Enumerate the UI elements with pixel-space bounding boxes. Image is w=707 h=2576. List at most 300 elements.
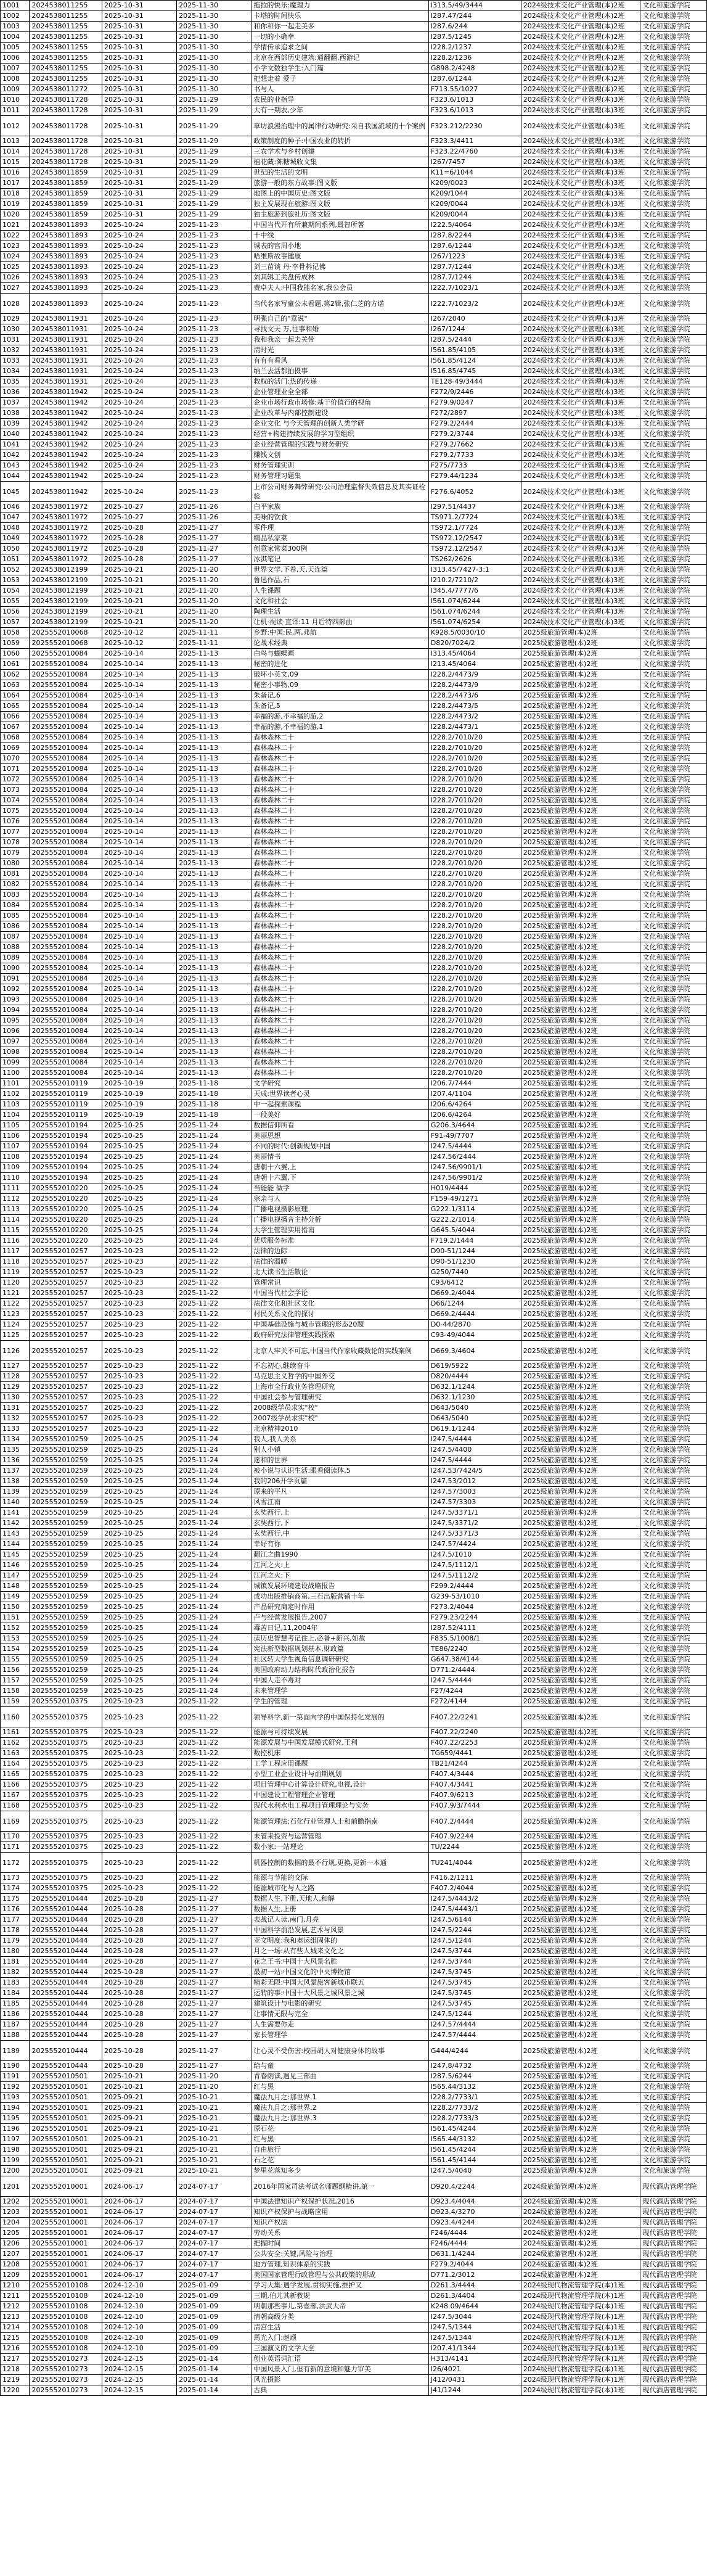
due-date-cell: 2024-07-17 <box>177 2249 251 2260</box>
call-number-cell: I247.5/4444 <box>428 1142 521 1152</box>
call-number-cell: I228.2/7010/20 <box>428 775 521 785</box>
due-date-cell: 2025-11-13 <box>177 1058 251 1068</box>
book-title-cell: 广播电视摄影原理 <box>251 1204 428 1215</box>
call-number-cell: I287.52/4111 <box>428 1623 521 1634</box>
row-number-cell: 1153 <box>1 1634 30 1644</box>
table-row <box>1 2092 707 2103</box>
table-row <box>1 764 707 775</box>
call-number-cell: G645.5/4044 <box>428 1225 521 1236</box>
row-number-cell: 1199 <box>1 2155 30 2166</box>
student-id-cell: 2025552010084 <box>30 984 102 995</box>
borrow-date-cell: 2025-10-28 <box>102 2061 176 2072</box>
borrow-date-cell: 2025-10-14 <box>102 1026 176 1037</box>
class-name-cell: 2025级旅游管理(本)2班 <box>521 995 640 1005</box>
class-name-cell: 2025级旅游管理(本)2班 <box>521 1904 640 1915</box>
call-number-cell: D820/7024/2 <box>428 638 521 649</box>
borrow-date-cell: 2025-10-23 <box>102 1790 176 1801</box>
borrow-date-cell: 2025-10-14 <box>102 1016 176 1026</box>
row-number-cell: 1012 <box>1 116 30 136</box>
college-cell: 文化和旅游学院 <box>640 1508 707 1518</box>
table-row <box>1 1131 707 1142</box>
student-id-cell: 2025552010375 <box>30 1842 102 1853</box>
class-name-cell: 2024级技术交化产业管理(本)3班 <box>521 324 640 335</box>
call-number-cell: I228.2/7010/20 <box>428 879 521 890</box>
college-cell: 文化和旅游学院 <box>640 628 707 638</box>
borrow-date-cell: 2025-10-25 <box>102 1613 176 1623</box>
row-number-cell: 1197 <box>1 2134 30 2145</box>
due-date-cell: 2025-11-13 <box>177 890 251 900</box>
class-name-cell: 2025级旅游管理(本)2班 <box>521 659 640 670</box>
class-name-cell: 2025级旅游管理(本)2班 <box>521 2009 640 2020</box>
borrow-date-cell: 2025-10-21 <box>102 2072 176 2082</box>
call-number-cell: I247.5/4444 <box>428 1455 521 1466</box>
book-title-cell: 一段美好 <box>251 1110 428 1121</box>
due-date-cell: 2025-11-24 <box>177 1529 251 1539</box>
college-cell: 文化和旅游学院 <box>640 712 707 722</box>
college-cell: 文化和旅游学院 <box>640 1518 707 1529</box>
college-cell: 文化和旅游学院 <box>640 1581 707 1592</box>
borrow-date-cell: 2025-10-24 <box>102 482 176 502</box>
book-title-cell: 纳兰去活都拍摄事 <box>251 366 428 377</box>
call-number-cell: F159-49/1271 <box>428 1194 521 1204</box>
row-number-cell: 1036 <box>1 387 30 398</box>
borrow-date-cell: 2025-10-14 <box>102 879 176 890</box>
borrow-date-cell: 2025-10-25 <box>102 1142 176 1152</box>
borrow-date-cell: 2025-10-24 <box>102 366 176 377</box>
college-cell: 文化和旅游学院 <box>640 1904 707 1915</box>
row-number-cell: 1128 <box>1 1372 30 1382</box>
table-row <box>1 544 707 554</box>
class-name-cell: 2025级旅游管理(本)2班 <box>521 1079 640 1089</box>
borrow-date-cell: 2025-10-14 <box>102 869 176 879</box>
class-name-cell: 2025级旅游管理(本)2班 <box>521 1372 640 1382</box>
book-title-cell: 中国当代社会学论 <box>251 1288 428 1299</box>
borrow-date-cell: 2025-10-23 <box>102 1341 176 1361</box>
borrow-date-cell: 2025-10-14 <box>102 680 176 691</box>
borrow-date-cell: 2025-09-21 <box>102 2166 176 2176</box>
book-title-cell: 大学生管理实用指南 <box>251 1225 428 1236</box>
call-number-cell: TS972.12/2547 <box>428 544 521 554</box>
book-title-cell: 城表的宫周小地 <box>251 241 428 252</box>
table-row <box>1 680 707 691</box>
borrow-date-cell: 2025-10-24 <box>102 398 176 408</box>
row-number-cell: 1110 <box>1 1173 30 1183</box>
book-title-cell: 精品私家菜 <box>251 533 428 544</box>
due-date-cell: 2025-11-22 <box>177 1738 251 1748</box>
book-title-cell: 美国国家管理行政管理与公共政策的形成 <box>251 2270 428 2281</box>
borrow-date-cell: 2025-10-23 <box>102 1832 176 1842</box>
due-date-cell: 2025-11-22 <box>177 1873 251 1883</box>
table-row <box>1 95 707 105</box>
call-number-cell: K209/0044 <box>428 210 521 220</box>
table-row <box>1 984 707 995</box>
student-id-cell: 2024538011972 <box>30 502 102 512</box>
class-name-cell: 2024级技术交化产业管理(本)3班 <box>521 241 640 252</box>
row-number-cell: 1175 <box>1 1894 30 1904</box>
call-number-cell: I228.2/4473/5 <box>428 701 521 712</box>
table-row <box>1 1801 707 1811</box>
student-id-cell: 2024538011931 <box>30 324 102 335</box>
row-number-cell: 1005 <box>1 43 30 53</box>
student-id-cell: 2025552010001 <box>30 2249 102 2260</box>
row-number-cell: 1192 <box>1 2082 30 2092</box>
table-row <box>1 2072 707 2082</box>
book-title-cell: 企业管理业全全部 <box>251 387 428 398</box>
college-cell: 现代酒店管理学院 <box>640 2302 707 2312</box>
call-number-cell: G444/4244 <box>428 2041 521 2061</box>
due-date-cell: 2025-11-27 <box>177 2030 251 2041</box>
due-date-cell: 2025-11-23 <box>177 366 251 377</box>
college-cell: 文化和旅游学院 <box>640 95 707 105</box>
call-number-cell: I228.2/4473/6 <box>428 691 521 701</box>
row-number-cell: 1174 <box>1 1883 30 1894</box>
call-number-cell: F407.22/2253 <box>428 1738 521 1748</box>
borrow-date-cell: 2025-10-19 <box>102 1100 176 1110</box>
book-title-cell: 玄奘西行,上 <box>251 1508 428 1518</box>
borrow-date-cell: 2025-10-23 <box>102 1727 176 1738</box>
due-date-cell: 2025-11-27 <box>177 1946 251 1957</box>
due-date-cell: 2025-01-14 <box>177 2385 251 2396</box>
book-title-cell: 北京精神2010 <box>251 1424 428 1434</box>
college-cell: 文化和旅游学院 <box>640 314 707 324</box>
call-number-cell: I206.6/4264 <box>428 1110 521 1121</box>
due-date-cell: 2024-07-17 <box>177 2207 251 2218</box>
due-date-cell: 2025-11-22 <box>177 1288 251 1299</box>
book-title-cell: 玄奘西行,下 <box>251 1518 428 1529</box>
borrow-date-cell: 2024-06-17 <box>102 2218 176 2228</box>
class-name-cell: 2025级旅游管理(本)2班 <box>521 1978 640 1988</box>
row-number-cell: 1220 <box>1 2385 30 2396</box>
row-number-cell: 1114 <box>1 1215 30 1225</box>
table-row <box>1 1 707 11</box>
borrow-date-cell: 2025-10-23 <box>102 1309 176 1320</box>
table-row <box>1 1748 707 1759</box>
call-number-cell: I247.56/9901/2 <box>428 1173 521 1183</box>
book-title-cell: 清宫生活 <box>251 2323 428 2333</box>
table-row <box>1 1790 707 1801</box>
due-date-cell: 2025-11-23 <box>177 471 251 482</box>
due-date-cell: 2025-11-24 <box>177 1162 251 1173</box>
class-name-cell: 2024级现代物流管理学院(本)1班 <box>521 2312 640 2323</box>
borrow-date-cell: 2025-10-14 <box>102 806 176 817</box>
book-title-cell: 让机·视读·直译:11 月后特四部曲 <box>251 617 428 628</box>
student-id-cell: 2024538012199 <box>30 607 102 617</box>
call-number-cell: I228.2/7010/20 <box>428 796 521 806</box>
call-number-cell: F407.22/2241 <box>428 1707 521 1727</box>
due-date-cell: 2025-11-24 <box>177 1613 251 1623</box>
due-date-cell: 2025-11-13 <box>177 722 251 733</box>
class-name-cell: 2025级旅游管理(本)2班 <box>521 1644 640 1655</box>
due-date-cell: 2025-11-13 <box>177 785 251 796</box>
row-number-cell: 1116 <box>1 1236 30 1246</box>
row-number-cell: 1189 <box>1 2041 30 2061</box>
book-title-cell: 中一起探索课程 <box>251 1100 428 1110</box>
table-row <box>1 869 707 879</box>
table-row <box>1 1727 707 1738</box>
book-title-cell: 知识产权法 <box>251 2218 428 2228</box>
table-row <box>1 1957 707 1967</box>
call-number-cell: I228.2/7010/20 <box>428 1068 521 1079</box>
table-row <box>1 74 707 84</box>
due-date-cell: 2025-11-23 <box>177 398 251 408</box>
book-title-cell: 刘其辑工关盘传成林 <box>251 273 428 283</box>
book-title-cell: 别人小镇 <box>251 1445 428 1455</box>
due-date-cell: 2025-11-27 <box>177 1999 251 2009</box>
table-row <box>1 1204 707 1215</box>
college-cell: 文化和旅游学院 <box>640 1780 707 1790</box>
class-name-cell: 2025级旅游管理(本)2班 <box>521 1204 640 1215</box>
call-number-cell: F713.55/1027 <box>428 84 521 95</box>
row-number-cell: 1208 <box>1 2260 30 2270</box>
due-date-cell: 2025-11-27 <box>177 1936 251 1946</box>
call-number-cell: I247.5/4444 <box>428 1434 521 1445</box>
row-number-cell: 1017 <box>1 178 30 189</box>
due-date-cell: 2025-11-23 <box>177 294 251 314</box>
college-cell: 现代酒店管理学院 <box>640 2344 707 2354</box>
class-name-cell: 2025级旅游管理(本)2班 <box>521 2020 640 2030</box>
due-date-cell: 2025-11-22 <box>177 1257 251 1267</box>
student-id-cell: 2024538011893 <box>30 220 102 231</box>
table-row <box>1 1058 707 1068</box>
due-date-cell: 2025-11-27 <box>177 2020 251 2030</box>
book-title-cell: 劳动关系 <box>251 2228 428 2239</box>
call-number-cell: I228.2/7010/20 <box>428 817 521 827</box>
due-date-cell: 2025-11-13 <box>177 837 251 848</box>
book-title-cell: 旅游一般的东方故事:图文版 <box>251 178 428 189</box>
borrow-date-cell: 2025-10-14 <box>102 921 176 932</box>
row-number-cell: 1004 <box>1 32 30 43</box>
call-number-cell: I228.2/7010/20 <box>428 806 521 817</box>
table-row <box>1 2020 707 2030</box>
student-id-cell: 2024538012199 <box>30 596 102 607</box>
table-row <box>1 1497 707 1508</box>
college-cell: 文化和旅游学院 <box>640 189 707 199</box>
borrow-date-cell: 2024-12-10 <box>102 2333 176 2344</box>
borrow-date-cell: 2025-10-14 <box>102 691 176 701</box>
row-number-cell: 1115 <box>1 1225 30 1236</box>
book-title-cell: 大有一期农,少年 <box>251 105 428 116</box>
college-cell: 文化和旅游学院 <box>640 324 707 335</box>
table-row <box>1 649 707 659</box>
row-number-cell: 1016 <box>1 168 30 178</box>
book-title-cell: 学生的管理 <box>251 1697 428 1707</box>
due-date-cell: 2025-11-13 <box>177 754 251 764</box>
class-name-cell: 2025级旅游管理(本)2班 <box>521 837 640 848</box>
call-number-cell: I247.57/3303 <box>428 1497 521 1508</box>
college-cell: 文化和旅游学院 <box>640 1644 707 1655</box>
call-number-cell: I247.56/2444 <box>428 1152 521 1162</box>
due-date-cell: 2025-01-09 <box>177 2291 251 2302</box>
class-name-cell: 2025级旅游管理(本)2班 <box>521 817 640 827</box>
class-name-cell: 2025级旅游管理(本)2班 <box>521 628 640 638</box>
student-id-cell: 2024538011255 <box>30 11 102 22</box>
table-row <box>1 670 707 680</box>
call-number-cell: G898.2/4248 <box>428 64 521 74</box>
call-number-cell: I247.57/4444 <box>428 2030 521 2041</box>
student-id-cell: 2025552010084 <box>30 900 102 911</box>
book-title-cell: 明强自己的"意说" <box>251 314 428 324</box>
class-name-cell: 2024级现代物流管理学院(本)1班 <box>521 2344 640 2354</box>
book-title-cell: 学习大集:遇学发展,贯彻实施,推护又 <box>251 2281 428 2291</box>
borrow-date-cell: 2025-10-28 <box>102 554 176 565</box>
class-name-cell: 2024级技术交化产业管理(本)3班 <box>521 575 640 586</box>
student-id-cell: 2024538011893 <box>30 231 102 241</box>
book-title-cell: 把握时间 <box>251 2239 428 2249</box>
student-id-cell: 2025552010194 <box>30 1142 102 1152</box>
due-date-cell: 2025-11-22 <box>177 1811 251 1832</box>
class-name-cell: 2025级旅游管理(本)2班 <box>521 1925 640 1936</box>
class-name-cell: 2025级旅游管理(本)2班 <box>521 1832 640 1842</box>
borrow-date-cell: 2025-10-25 <box>102 1560 176 1571</box>
class-name-cell: 2025级旅游管理(本)2班 <box>521 1330 640 1341</box>
table-row <box>1 1738 707 1748</box>
due-date-cell: 2025-11-22 <box>177 1801 251 1811</box>
table-row <box>1 879 707 890</box>
borrow-date-cell: 2025-10-25 <box>102 1508 176 1518</box>
student-id-cell: 2025552010084 <box>30 963 102 974</box>
class-name-cell: 2025级旅游管理(本)2班 <box>521 785 640 796</box>
student-id-cell: 2024538011893 <box>30 294 102 314</box>
borrow-date-cell: 2025-10-31 <box>102 64 176 74</box>
row-number-cell: 1155 <box>1 1655 30 1665</box>
due-date-cell: 2024-07-17 <box>177 2176 251 2197</box>
book-title-cell: 法律文化和社区文化 <box>251 1299 428 1309</box>
table-row <box>1 2239 707 2249</box>
book-title-cell: 2008级学员求实"校" <box>251 1403 428 1414</box>
borrow-date-cell: 2025-10-23 <box>102 1372 176 1382</box>
row-number-cell: 1040 <box>1 429 30 440</box>
class-name-cell: 2025级旅游管理(本)2班 <box>521 848 640 858</box>
student-id-cell: 2025552010084 <box>30 722 102 733</box>
borrow-date-cell: 2025-10-24 <box>102 440 176 450</box>
row-number-cell: 1102 <box>1 1089 30 1100</box>
due-date-cell: 2025-01-09 <box>177 2323 251 2333</box>
row-number-cell: 1142 <box>1 1518 30 1529</box>
table-row <box>1 450 707 461</box>
call-number-cell: K209/1044 <box>428 189 521 199</box>
student-id-cell: 2025552010501 <box>30 2134 102 2145</box>
call-number-cell: F279.2/7733 <box>428 450 521 461</box>
due-date-cell: 2025-11-30 <box>177 1 251 11</box>
student-id-cell: 2025552010444 <box>30 2041 102 2061</box>
class-name-cell: 2025级旅游管理(本)2班 <box>521 1853 640 1873</box>
borrow-date-cell: 2025-10-25 <box>102 1225 176 1236</box>
row-number-cell: 1214 <box>1 2323 30 2333</box>
class-name-cell: 2025级旅游管理(本)2班 <box>521 1529 640 1539</box>
table-row <box>1 2291 707 2302</box>
call-number-cell: D0-44/2870 <box>428 1320 521 1330</box>
college-cell: 文化和旅游学院 <box>640 1613 707 1623</box>
college-cell: 文化和旅游学院 <box>640 617 707 628</box>
borrow-date-cell: 2025-10-14 <box>102 837 176 848</box>
class-name-cell: 2025级旅游管理(本)2班 <box>521 900 640 911</box>
row-number-cell: 1217 <box>1 2354 30 2364</box>
due-date-cell: 2025-11-27 <box>177 2009 251 2020</box>
class-name-cell: 2024级旅游管理(本)2班 <box>521 2228 640 2239</box>
call-number-cell: I287.6/1244 <box>428 241 521 252</box>
book-title-cell: 创意家常菜300例 <box>251 544 428 554</box>
college-cell: 文化和旅游学院 <box>640 2155 707 2166</box>
student-id-cell: 2025552010259 <box>30 1466 102 1476</box>
borrow-date-cell: 2024-12-15 <box>102 2364 176 2375</box>
book-title-cell: 森林森林二十 <box>251 743 428 754</box>
class-name-cell: 2025级旅游管理(本)2班 <box>521 1738 640 1748</box>
class-name-cell: 2024级技术交化产业管理(本)3班 <box>521 398 640 408</box>
row-number-cell: 1108 <box>1 1152 30 1162</box>
book-title-cell: 森林森林二十 <box>251 796 428 806</box>
borrow-date-cell: 2025-10-25 <box>102 1676 176 1686</box>
book-title-cell: 数据人生,下册,天地人,和解 <box>251 1894 428 1904</box>
student-id-cell: 2024538011942 <box>30 398 102 408</box>
call-number-cell: I345.4/7777/6 <box>428 586 521 596</box>
book-title-cell: 零件理 <box>251 523 428 533</box>
row-number-cell: 1064 <box>1 691 30 701</box>
due-date-cell: 2025-11-23 <box>177 273 251 283</box>
row-number-cell: 1003 <box>1 22 30 32</box>
row-number-cell: 1119 <box>1 1267 30 1278</box>
table-row <box>1 942 707 953</box>
class-name-cell: 2024级技术交化产业管理(本)3班 <box>521 105 640 116</box>
class-name-cell: 2025级旅游管理(本)2班 <box>521 701 640 712</box>
due-date-cell: 2024-07-17 <box>177 2228 251 2239</box>
call-number-cell: I228.2/7010/20 <box>428 900 521 911</box>
call-number-cell: I228.2/7010/20 <box>428 1005 521 1016</box>
row-number-cell: 1183 <box>1 1978 30 1988</box>
due-date-cell: 2025-11-23 <box>177 461 251 471</box>
table-row <box>1 1330 707 1341</box>
call-number-cell: D632.1/1244 <box>428 1382 521 1393</box>
class-name-cell: 2025级旅游管理(本)2班 <box>521 1016 640 1026</box>
due-date-cell: 2025-11-22 <box>177 1759 251 1769</box>
due-date-cell: 2025-11-24 <box>177 1121 251 1131</box>
borrow-date-cell: 2025-10-28 <box>102 1957 176 1967</box>
class-name-cell: 2024级技术交化产业管理(本)2班 <box>521 32 640 43</box>
borrow-date-cell: 2025-10-25 <box>102 1434 176 1445</box>
student-id-cell: 2025552010001 <box>30 2270 102 2281</box>
college-cell: 文化和旅游学院 <box>640 419 707 429</box>
table-row <box>1 1246 707 1257</box>
student-id-cell: 2025552010259 <box>30 1529 102 1539</box>
book-title-cell: 让心灵不受伤害:校园胡人对健康身体的故事 <box>251 2041 428 2061</box>
call-number-cell: I26/4021 <box>428 2364 521 2375</box>
student-id-cell: 2025552010119 <box>30 1079 102 1089</box>
row-number-cell: 1178 <box>1 1925 30 1936</box>
row-number-cell: 1134 <box>1 1434 30 1445</box>
table-row <box>1 1100 707 1110</box>
borrow-date-cell: 2025-10-28 <box>102 1999 176 2009</box>
due-date-cell: 2025-11-29 <box>177 116 251 136</box>
book-title-cell: 森林森林二十 <box>251 1037 428 1047</box>
due-date-cell: 2025-11-13 <box>177 775 251 785</box>
table-row <box>1 1529 707 1539</box>
due-date-cell: 2025-11-13 <box>177 1005 251 1016</box>
row-number-cell: 1008 <box>1 74 30 84</box>
borrow-date-cell: 2025-10-23 <box>102 1697 176 1707</box>
student-id-cell: 2025552010501 <box>30 2092 102 2103</box>
table-row <box>1 900 707 911</box>
call-number-cell: D619.1/1244 <box>428 1424 521 1434</box>
due-date-cell: 2025-11-24 <box>177 1142 251 1152</box>
book-title-cell: 北京人牢关不可忘,中国当代作家收藏数论的实践案例 <box>251 1341 428 1361</box>
class-name-cell: 2025级旅游管理(本)2班 <box>521 911 640 921</box>
due-date-cell: 2025-11-13 <box>177 1026 251 1037</box>
due-date-cell: 2025-11-26 <box>177 502 251 512</box>
book-title-cell: 天成:世界读者心灵 <box>251 1089 428 1100</box>
row-number-cell: 1121 <box>1 1288 30 1299</box>
due-date-cell: 2025-11-24 <box>177 1194 251 1204</box>
borrow-date-cell: 2025-10-23 <box>102 1403 176 1414</box>
student-id-cell: 2025552010375 <box>30 1801 102 1811</box>
